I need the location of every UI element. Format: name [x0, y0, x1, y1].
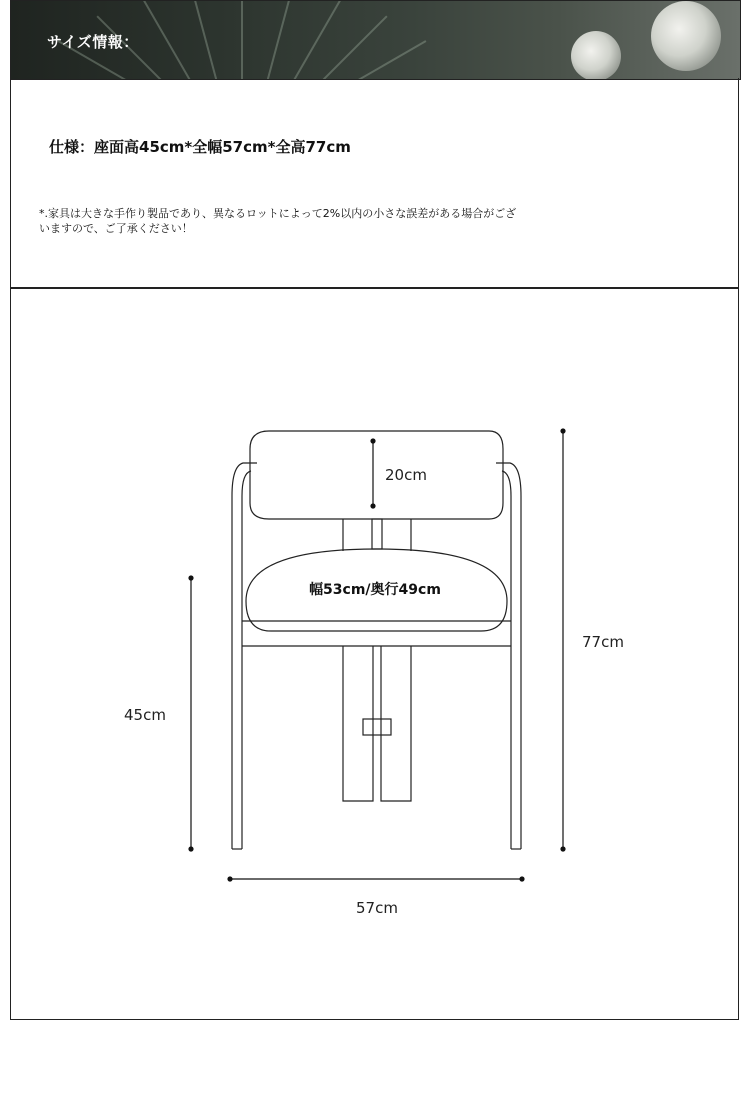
left-frame-outline	[232, 463, 257, 849]
total-width-label: 57cm	[356, 899, 398, 917]
palm-leaf-decoration	[190, 0, 223, 80]
palm-leaf-decoration	[322, 40, 427, 80]
flower-decoration	[651, 1, 721, 71]
right-frame-outline	[496, 463, 521, 849]
backrest-cushion	[250, 431, 503, 519]
dimension-endpoint	[188, 846, 193, 851]
pedestal-clamp	[363, 719, 391, 735]
left-frame-inner	[242, 471, 251, 849]
right-pedestal	[381, 646, 411, 801]
page-title: サイズ情報：	[47, 33, 139, 51]
dimension-endpoint	[519, 876, 524, 881]
backrest-height-label: 20cm	[385, 466, 427, 484]
spec-note: *.家具は大きな手作り製品であり、異なるロットによって2%以内の小さな誤差がある場合がございますので、ご了承ください！	[39, 207, 517, 235]
dimension-endpoint	[227, 876, 232, 881]
flower-decoration	[571, 31, 621, 80]
chair-diagram-section	[10, 288, 739, 1020]
spec-section	[10, 78, 739, 288]
dimension-endpoint	[370, 438, 375, 443]
dimension-endpoint	[560, 846, 565, 851]
seat-height-label: 45cm	[124, 706, 166, 724]
spec-dimensions: 仕様：座面高45cm*全幅57cm*全高77cm	[49, 138, 351, 156]
dimension-endpoint	[188, 575, 193, 580]
header-banner	[10, 0, 741, 80]
dimension-endpoint	[370, 503, 375, 508]
total-height-label: 77cm	[582, 633, 624, 651]
palm-leaf-decoration	[261, 0, 294, 80]
chair-diagram	[11, 289, 738, 1019]
palm-leaf-decoration	[241, 0, 243, 80]
right-frame-inner	[502, 471, 511, 849]
left-pedestal	[343, 646, 373, 801]
seat-size-label: 幅53cm/奥行49cm	[309, 582, 441, 598]
dimension-endpoint	[560, 428, 565, 433]
back-connector	[372, 519, 382, 549]
